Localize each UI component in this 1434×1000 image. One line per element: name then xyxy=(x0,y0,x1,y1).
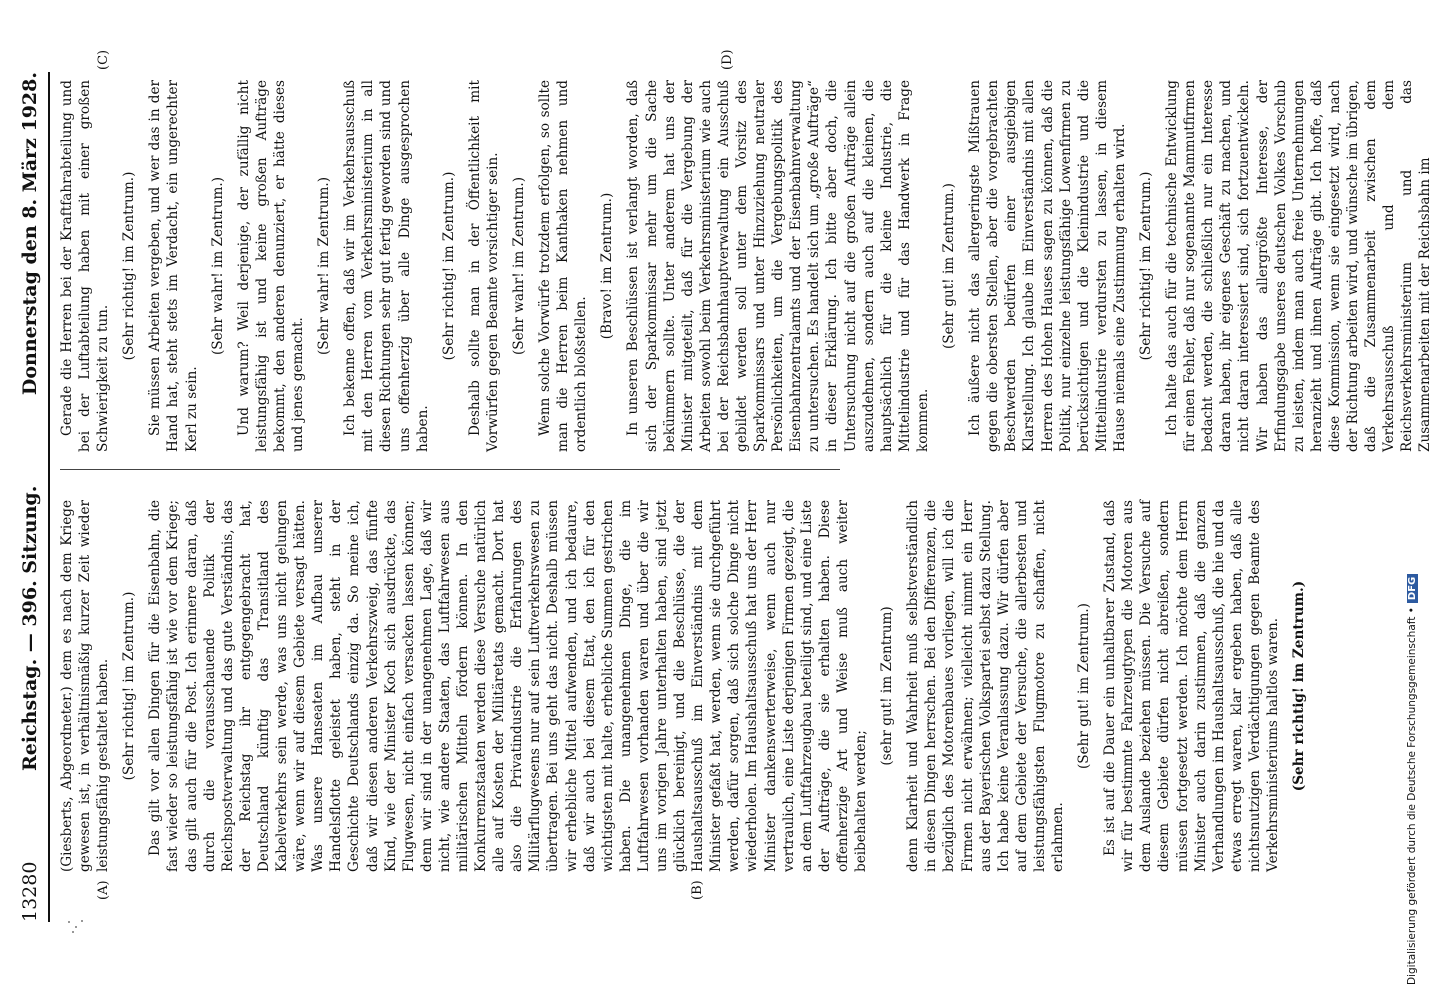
header-date: Donnerstag den 8. März 1928. xyxy=(19,72,41,396)
margin-marker-a: (A) xyxy=(96,880,111,900)
right-remark-6: (Bravo! im Zentrum.) xyxy=(599,192,616,340)
right-remark-3: (Sehr wahr! im Zentrum.) xyxy=(316,176,333,356)
right-remark-1: (Sehr richtig! im Zentrum.) xyxy=(121,171,138,361)
right-paragraph-3: Und warum? Weil derjenige, der zufällig nicht leistungsfähig ist und keine großen Aufträge bekommt, den anderen denunziert, er hätte dieses und jenes gemacht. xyxy=(235,80,307,452)
left-paragraph-4: Es ist auf die Dauer ein unhaltbarer Zustand, daß wir für bestimmte Fahrzeugtypen die Motoren aus dem Auslande beziehen müssen. Die Versuche auf diesem Gebiete dürfen nicht abreißen, sondern müssen fortgesetzt werden. Ich möchte dem Herrn Minister auch darin zustimmen, daß die ganzen Verhandlungen im Haushaltsausschuß, die hie und da etwas erregt waren, klar ergeben haben, daß alle nichtsnutzigen Verdächtigungen gegen Beamte des Verkehrsministeriums haltlos waren. xyxy=(1102,500,1281,872)
right-paragraph-8: Ich äußere nicht das allergeringste Mißtrauen gegen die obersten Stellen, aber die vorgebrachten Beschwerden bedürfen einer ausgiebigen Klarstellung. Ich glaube im Einverständnis mit allen Herren des Hohen Hauses sagen zu können, daß die Politik, nur einzelne leistungsfähige Lowenfirmen zu berücksichtigen und die Kleinindustrie und die Mittelindustrie verdursten zu lassen, in diesem Hause niemals eine Zustimmung erhalten wird. xyxy=(967,80,1128,452)
right-paragraph-1: Gerade die Herren bei der Kraftfahrabteilung und bei der Luftabteilung haben mit einer großen Schwierigkeit zu tun. xyxy=(59,80,112,452)
scan-specks xyxy=(66,918,88,936)
dfg-credit xyxy=(1406,5,1418,985)
page-header xyxy=(14,72,46,922)
column-divider xyxy=(60,469,840,470)
left-remark-2: (sehr gut! im Zentrum) xyxy=(879,606,896,766)
right-remark-5: (Sehr wahr! im Zentrum.) xyxy=(510,176,527,356)
right-paragraph-9: Ich halte das auch für die technische Entwicklung für einen Fehler, daß nur sogenannte Mammutfirmen bedacht werden, die schließlich nur ein Interesse daran haben, ihr eigenes Geschäft zu machen, und nicht daran interessiert sind, sich fortzuentwickeln. Wir haben das allergrößte Interesse, der Erfindungsgabe unseres deutschen Volkes Vorschub zu leisten, indem man auch freie Unternehmungen heranzieht und ihnen Aufträge gibt. Ich hoffe, daß diese Kommission, wenn sie eingesetzt wird, nach der Richtung arbeiten wird, und wünsche im übrigen, daß die Zusammenarbeit zwischen dem Verkehrsausschuß und dem Reichsverkehrsministerium und das Zusammenarbeiten mit der Reichsbahn im xyxy=(1164,80,1434,452)
column-right xyxy=(58,80,1434,452)
header-session: Reichstag. — 396. Sitzung. xyxy=(19,485,41,771)
margin-marker-b: (B) xyxy=(690,880,705,900)
right-remark-4: (Sehr richtig! im Zentrum.) xyxy=(440,171,457,361)
dfg-credit-text: Digitalisierung gefördert durch die Deutsche Forschungsgemeinschaft • xyxy=(1406,607,1418,985)
right-remark-8: (Sehr richtig! im Zentrum.) xyxy=(1137,171,1154,361)
left-paragraph-1: (Giesberts, Abgeordneter.) dem es nach dem Kriege gewesen ist, in verhältnismäßig kurzer Zeit wieder leistungsfähig gestaltet haben. xyxy=(59,500,112,872)
dfg-logo-icon: DFG xyxy=(1407,574,1418,603)
right-paragraph-7: In unseren Beschlüssen ist verlangt worden, daß sich der Sparkommissar mehr um die Sache bekümmern sollte. Unter anderem hat uns der Minister mitgeteilt, daß für die Vergebung der Arbeiten sowohl beim Verkehrsministerium wie auch bei der Reichsbahnhauptverwaltung ein Ausschuß gebildet werden soll unter dem Vorsitz des Sparkommissars und unter Hinzuziehung neutraler Persönlichkeiten, um die Vergebungspolitik des Eisenbahnzentralamts und der Eisenbahnverwaltung zu untersuchen. Es handelt sich um „große Aufträge“ in dieser Erklärung. Ich bitte aber doch, die Untersuchung nicht auf die großen Aufträge allein auszudehnen, sondern auch auf die kleinen, die hauptsächlich für die kleine Industrie, die Mittelindustrie und für das Handwerk in Frage kommen. xyxy=(625,80,931,452)
right-paragraph-2: Sie müssen Arbeiten vergeben, und wer das in der Hand hat, steht stets im Verdacht, ein ungerechter Kerl zu sein. xyxy=(147,80,200,452)
margin-marker-d: (D) xyxy=(720,49,735,70)
left-remark-4: (Sehr richtig! im Zentrum.) xyxy=(1291,580,1308,792)
dfg-credit-strip xyxy=(1400,0,1434,1000)
right-remark-2: (Sehr wahr! im Zentrum.) xyxy=(209,176,226,356)
right-paragraph-4: Ich bekenne offen, daß wir im Verkehrsausschuß mit den Herren vom Verkehrsministerium in all diesen Richtungen sehr gut fertig geworden sind und uns offenherzig über alle Dinge ausgesprochen haben. xyxy=(342,80,431,452)
page-number: 13280 xyxy=(19,861,41,922)
right-paragraph-5: Deshalb sollte man in der Öffentlichkeit mit Vorwürfen gegen Beamte vorsichtiger sein. xyxy=(466,80,501,452)
header-rule xyxy=(48,72,50,922)
left-remark-1: (Sehr richtig! im Zentrum.) xyxy=(121,591,138,781)
left-paragraph-3: denn Klarheit und Wahrheit muß selbstverständlich in diesen Dingen herrschen. Bei den Differenzen, die bezüglich des Motorenbaues vorliegen, will ich die Firmen nicht erwähnen; vielleicht nimmt ein Herr aus der Bayerischen Volkspartei selbst dazu Stellung. Ich habe keine Veranlassung dazu. Wir dürfen aber auf dem Gebiete der Versuche, die allerbesten und leistungsfähigsten Flugmotore zu schaffen, nicht erlahmen. xyxy=(905,500,1066,872)
right-paragraph-6: Wenn solche Vorwürfe trotzdem erfolgen, so sollte man die Herren beim Kanthaken nehmen und ordentlich bloßstellen. xyxy=(537,80,590,452)
left-remark-3: (Sehr gut! im Zentrum.) xyxy=(1076,603,1093,769)
right-remark-7: (Sehr gut! im Zentrum.) xyxy=(941,183,958,349)
margin-marker-c: (C) xyxy=(96,49,111,70)
column-left xyxy=(58,500,1316,872)
left-paragraph-2: Das gilt vor allen Dingen für die Eisenbahn, die fast wieder so leistungsfähig ist wie vor dem Kriege; das gilt auch für die Post. Ich erinnere daran, daß durch die vorausschauende Politik der Reichspostverwaltung und das gute Verständnis, das der Reichstag ihr entgegengebracht hat, Deutschland künftig das Transitland des Kabelverkehrs sein werde, was uns nicht gelungen wäre, wenn wir auf diesem Gebiete versagt hätten. Was unsere Hanseaten im Aufbau unserer Handelsflotte geleistet haben, steht in der Geschichte Deutschlands einzig da. So meine ich, daß wir diesen anderen Verkehrszweig, das fünfte Kind, wie der Minister Koch sich ausdrückte, das Flugwesen, nicht einfach versacken lassen können; denn wir sind in der unangenehmen Lage, daß wir nicht, wie andere Staaten, das Luftfahrwesen aus militärischen Mitteln fördern können. In den Konkurrenzstaaten werden diese Versuche natürlich alle auf Kosten der Militäretats gemacht. Dort hat also die Privatindustrie die Erfahrungen des Militärflugwesens nur auf sein Luftverkehrswesen zu übertragen. Bei uns geht das nicht. Deshalb müssen wir erhebliche Mittel aufwenden, und ich bedaure, daß wir auch bei diesem Etat, den ich für den wichtigsten mit halte, erhebliche Summen gestrichen haben. Die unangenehmen Dinge, die im Luftfahrwesen vorhanden waren und über die wir uns im vorigen Jahre unterhalten haben, sind jetzt glücklich bereinigt, und die Beschlüsse, die der Haushaltsausschuß im Einverständnis mit dem Minister gefaßt hat, werden, wenn sie durchgeführt werden, dafür sorgen, daß sich solche Dinge nicht wiederholen. Im Haushaltsausschuß hat uns der Herr Minister dankenswerterweise, wenn auch nur vertraulich, eine Liste derjenigen Firmen gezeigt, die an dem Luftfahrzeugbau beteiligt sind, und eine Liste der Aufträge, die sie erhalten haben. Diese offenherzige Art und Weise muß auch weiter beibehalten werden; xyxy=(147,500,870,872)
